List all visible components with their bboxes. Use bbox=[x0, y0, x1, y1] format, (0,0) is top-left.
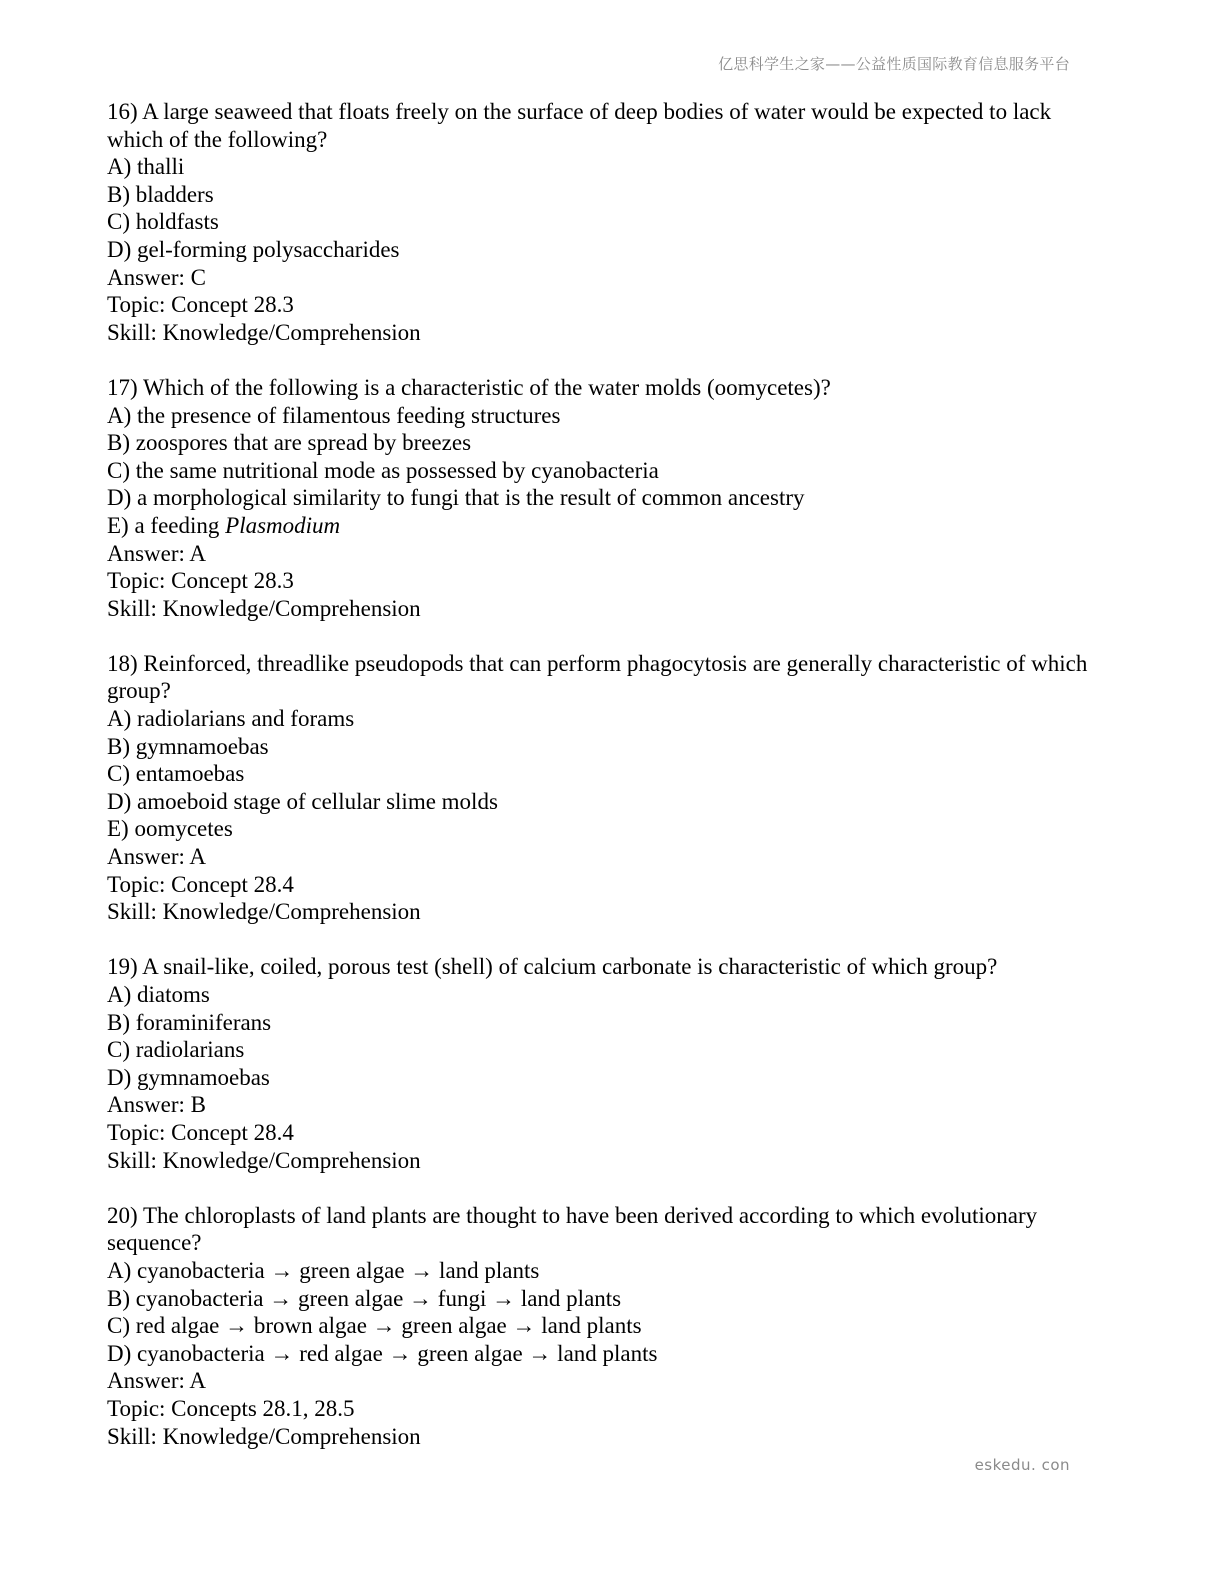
option-a: A) the presence of filamentous feeding structures bbox=[107, 402, 561, 428]
option-c: C) red algae → brown algae → green algae → land plants bbox=[107, 1313, 642, 1339]
question-stem: 19) A snail-like, coiled, porous test (shell) of calcium carbonate is characteristic of which group? bbox=[107, 954, 998, 980]
answer-line: Answer: A bbox=[107, 844, 207, 870]
option-a: A) thalli bbox=[107, 154, 185, 180]
topic-line: Topic: Concept 28.3 bbox=[107, 292, 294, 318]
question-17 bbox=[107, 374, 1097, 622]
topic-line: Topic: Concept 28.4 bbox=[107, 871, 294, 897]
skill-line: Skill: Knowledge/Comprehension bbox=[107, 899, 421, 925]
skill-line: Skill: Knowledge/Comprehension bbox=[107, 595, 421, 621]
question-stem: 20) The chloroplasts of land plants are thought to have been derived according to which evolutionary sequence? bbox=[107, 1202, 1038, 1256]
option-b: B) foraminiferans bbox=[107, 1009, 272, 1035]
option-c: C) the same nutritional mode as possessed by cyanobacteria bbox=[107, 457, 659, 483]
option-b: B) bladders bbox=[107, 181, 214, 207]
question-20 bbox=[107, 1202, 1097, 1450]
question-stem: 18) Reinforced, threadlike pseudopods that can perform phagocytosis are generally characteristic of which group? bbox=[107, 650, 1088, 704]
question-16 bbox=[107, 98, 1097, 346]
option-a: A) diatoms bbox=[107, 982, 210, 1007]
skill-line: Skill: Knowledge/Comprehension bbox=[107, 319, 421, 345]
topic-line: Topic: Concepts 28.1, 28.5 bbox=[107, 1395, 355, 1421]
option-d: D) amoeboid stage of cellular slime molds bbox=[107, 788, 498, 814]
option-e: E) oomycetes bbox=[107, 816, 233, 842]
option-d: D) a morphological similarity to fungi that is the result of common ancestry bbox=[107, 485, 805, 511]
option-b: B) gymnamoebas bbox=[107, 733, 269, 759]
topic-line: Topic: Concept 28.3 bbox=[107, 568, 294, 594]
question-stem: 17) Which of the following is a characteristic of the water molds (oomycetes)? bbox=[107, 374, 831, 400]
option-c: C) holdfasts bbox=[107, 209, 219, 235]
answer-line: Answer: C bbox=[107, 264, 207, 290]
topic-line: Topic: Concept 28.4 bbox=[107, 1119, 294, 1145]
option-a: A) radiolarians and forams bbox=[107, 706, 355, 732]
option-e bbox=[107, 512, 1097, 540]
answer-line: Answer: A bbox=[107, 1368, 207, 1394]
question-stem: 16) A large seaweed that floats freely on the surface of deep bodies of water would be expected to lack which of the following? bbox=[107, 99, 1052, 152]
option-b: B) zoospores that are spread by breezes bbox=[107, 430, 472, 456]
option-b: B) cyanobacteria → green algae → fungi → land plants bbox=[107, 1285, 622, 1311]
page-header: 亿思科学生之家——公益性质国际教育信息服务平台 bbox=[718, 55, 1070, 73]
option-e-italic: Plasmodium bbox=[225, 512, 341, 538]
option-d: D) gel-forming polysaccharides bbox=[107, 236, 400, 262]
option-a: A) cyanobacteria → green algae → land plants bbox=[107, 1257, 540, 1283]
answer-line: Answer: B bbox=[107, 1092, 207, 1118]
option-c: C) entamoebas bbox=[107, 761, 245, 787]
question-list bbox=[107, 98, 1097, 1478]
answer-line: Answer: A bbox=[107, 540, 207, 566]
question-19 bbox=[107, 953, 1097, 1174]
question-18 bbox=[107, 650, 1097, 926]
option-d: D) cyanobacteria → red algae → green algae → land plants bbox=[107, 1340, 658, 1366]
page-footer: eskedu. con bbox=[974, 1456, 1070, 1474]
option-d: D) gymnamoebas bbox=[107, 1064, 270, 1090]
skill-line: Skill: Knowledge/Comprehension bbox=[107, 1423, 421, 1449]
option-c: C) radiolarians bbox=[107, 1037, 245, 1063]
option-e-prefix: E) a feeding bbox=[107, 512, 226, 538]
skill-line: Skill: Knowledge/Comprehension bbox=[107, 1147, 421, 1173]
